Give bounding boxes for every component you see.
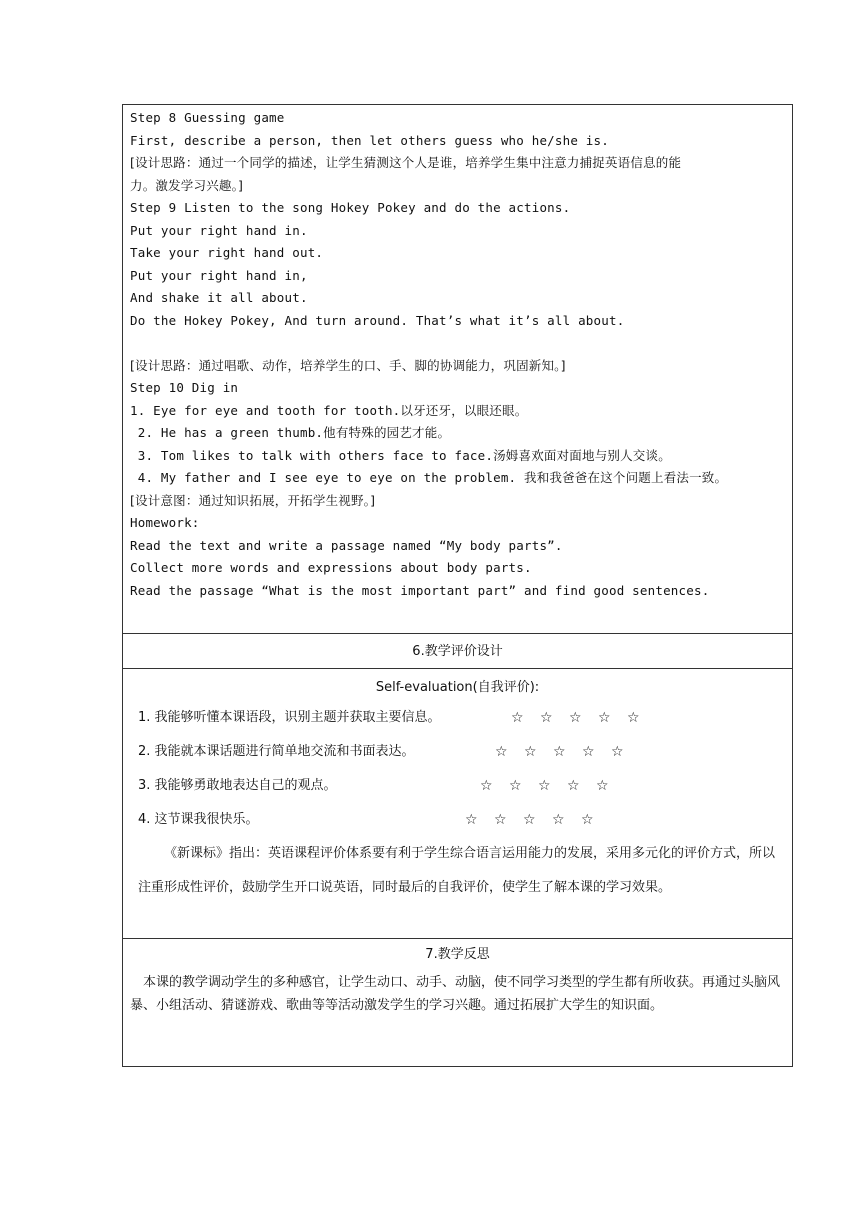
blank-line	[123, 332, 792, 355]
self-evaluation-title: Self-evaluation(自我评价):	[375, 680, 540, 695]
star-rating[interactable]: ☆ ☆ ☆ ☆ ☆	[511, 710, 646, 726]
step8-design-note-line1: [设计思路：通过一个同学的描述，让学生猜测这个人是谁，培养学生集中注意力捕捉英语信息的能	[130, 155, 682, 170]
evaluation-heading: 6.教学评价设计	[122, 634, 793, 669]
star-rating[interactable]: ☆ ☆ ☆ ☆ ☆	[465, 812, 600, 828]
song-lyric-line: Take your right hand out.	[130, 245, 324, 260]
idiom-item: 2. He has a green thumb.他有特殊的园艺才能。	[130, 425, 451, 440]
step10-design-note: [设计意图：通过知识拓展，开拓学生视野。]	[130, 492, 376, 508]
homework-item: Read the text and write a passage named “My body parts”.	[130, 537, 563, 553]
song-lyric-line: Put your right hand in,	[130, 267, 308, 283]
evaluation-item-text: 3. 我能够勇敢地表达自己的观点。	[138, 778, 337, 793]
song-lyric-line: Do the Hokey Pokey, And turn around. That’s what it’s all about.	[130, 312, 625, 328]
song-lyric-line: And shake it all about.	[130, 290, 308, 305]
evaluation-item-text: 2. 我能就本课话题进行简单地交流和书面表达。	[138, 744, 415, 759]
star-rating[interactable]: ☆ ☆ ☆ ☆ ☆	[495, 744, 630, 760]
step8-instruction: First, describe a person, then let others guess who he/she is.	[130, 132, 609, 148]
steps-section	[122, 104, 793, 634]
evaluation-rationale: 《新课标》指出：英语课程评价体系要有利于学生综合语言运用能力的发展，采用多元化的评价方式，所以注重形成性评价，鼓励学生开口说英语，同时最后的自我评价，使学生了解本课的学习效果。	[138, 846, 776, 895]
step9-design-note: [设计思路：通过唱歌、动作，培养学生的口、手、脚的协调能力，巩固新知。]	[130, 357, 566, 373]
step8-design-note-line2: 力。激发学习兴趣。]	[130, 177, 244, 193]
reflection-heading: 7.教学反思	[425, 947, 490, 962]
evaluation-item	[123, 701, 792, 735]
step8-title: Step 8 Guessing game	[130, 110, 285, 125]
song-lyric-line: Put your right hand in.	[130, 222, 308, 238]
evaluation-item	[123, 769, 792, 803]
lesson-plan-table	[122, 104, 793, 1067]
step10-title: Step 10 Dig in	[130, 380, 239, 395]
reflection-section	[122, 939, 793, 1067]
step9-title: Step 9 Listen to the song Hokey Pokey and do the actions.	[130, 200, 571, 215]
homework-title: Homework:	[130, 515, 200, 530]
idiom-item: 4. My father and I see eye to eye on the problem. 我和我爸爸在这个问题上看法一致。	[130, 470, 728, 485]
evaluation-item-text: 1. 我能够听懂本课语段，识别主题并获取主要信息。	[138, 710, 441, 725]
homework-item: Read the passage “What is the most important part” and find good sentences.	[130, 582, 710, 598]
reflection-body: 本课的教学调动学生的多种感官，让学生动口、动手、动脑，使不同学习类型的学生都有所收获。再通过头脑风暴、小组活动、猜谜游戏、歌曲等等活动激发学生的学习兴趣。通过拓展扩大学生的知识面。	[130, 975, 781, 1013]
evaluation-item-text: 4. 这节课我很快乐。	[138, 812, 259, 827]
homework-item: Collect more words and expressions about body parts.	[130, 560, 532, 575]
evaluation-item	[123, 735, 792, 769]
idiom-item: 1. Eye for eye and tooth for tooth.以牙还牙，以眼还眼。	[130, 402, 528, 418]
evaluation-item	[123, 803, 792, 837]
evaluation-section	[122, 669, 793, 939]
idiom-item: 3. Tom likes to talk with others face to face.汤姆喜欢面对面地与别人交谈。	[130, 447, 671, 463]
star-rating[interactable]: ☆ ☆ ☆ ☆ ☆	[480, 778, 615, 794]
